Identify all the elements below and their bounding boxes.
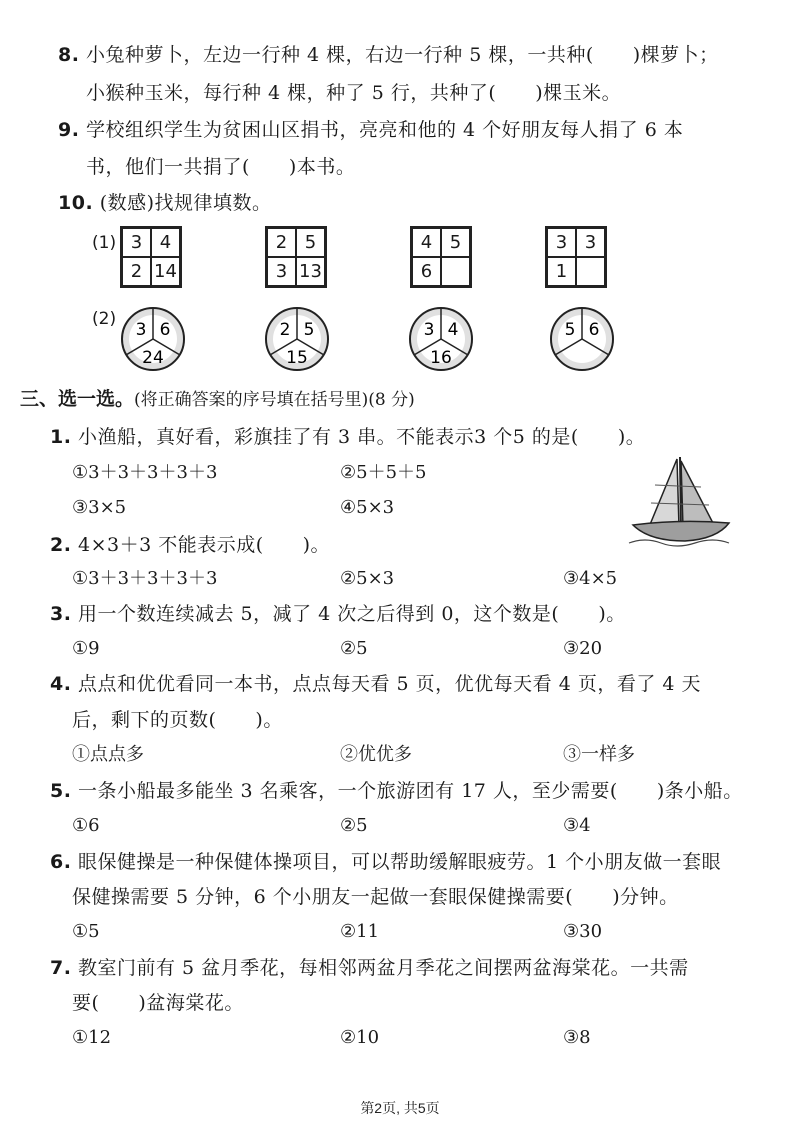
number-grid-2 xyxy=(265,226,327,288)
option-item[interactable]: ③4×5 xyxy=(563,568,618,589)
question-number: 5. xyxy=(50,780,72,802)
question-text: 书，他们一共捐了( )本书。 xyxy=(86,156,356,178)
question-text: 保健操需要 5 分钟，6 个小朋友一起做一套眼保健操需要( )分钟。 xyxy=(72,886,679,908)
circle-value-right: 6 xyxy=(588,320,600,340)
grid-cell-blank[interactable] xyxy=(576,257,605,286)
option-item[interactable]: ③4 xyxy=(563,815,591,836)
part-2-label: (2) xyxy=(92,309,117,329)
grid-cell: 4 xyxy=(151,228,180,257)
option-item[interactable]: ②优优多 xyxy=(340,744,412,765)
section-instructions: (将正确答案的序号填在括号里)(8 分) xyxy=(134,390,415,410)
option-item[interactable]: ②5 xyxy=(340,815,368,836)
option-item[interactable]: ①5 xyxy=(72,921,100,942)
number-grid-4 xyxy=(545,226,607,288)
grid-cell: 3 xyxy=(122,228,151,257)
part-1-label: (1) xyxy=(92,233,117,253)
option-item[interactable]: ③20 xyxy=(563,638,603,659)
grid-cell: 5 xyxy=(296,228,325,257)
number-circle-2 xyxy=(264,306,330,372)
choice-question-6-line-2 xyxy=(72,884,679,910)
option-item[interactable]: ①3＋3＋3＋3＋3 xyxy=(72,462,218,483)
question-number: 1. xyxy=(50,426,72,448)
circle-value-left: 3 xyxy=(423,320,435,340)
grid-cell: 14 xyxy=(151,257,180,286)
grid-cell: 13 xyxy=(296,257,325,286)
question-number: 6. xyxy=(50,851,72,873)
circle-value-right: 4 xyxy=(447,320,459,340)
question-9-line-2 xyxy=(86,154,355,180)
circle-value-left: 5 xyxy=(564,320,576,340)
choice-question-5-line xyxy=(50,778,743,804)
question-number: 8. xyxy=(58,44,80,66)
option-item[interactable]: ③30 xyxy=(563,921,603,942)
number-circle-3 xyxy=(408,306,474,372)
option-item[interactable]: ①点点多 xyxy=(72,744,144,765)
option-item[interactable]: ③3×5 xyxy=(72,497,127,518)
number-circle-4 xyxy=(549,306,615,372)
choice-question-1-line xyxy=(50,424,645,450)
question-text: 一条小船最多能坐 3 名乘客，一个旅游团有 17 人，至少需要( )条小船。 xyxy=(78,780,743,802)
option-item[interactable]: ①12 xyxy=(72,1027,112,1048)
question-number: 7. xyxy=(50,957,72,979)
question-9-line-1 xyxy=(58,117,683,143)
circle-value-bottom: 15 xyxy=(286,348,308,368)
option-item[interactable]: ②5 xyxy=(340,638,368,659)
question-text: 后，剩下的页数( )。 xyxy=(72,709,283,731)
choice-question-6-line-1 xyxy=(50,849,721,875)
circle-value-bottom: 24 xyxy=(142,348,164,368)
option-item[interactable]: ③一样多 xyxy=(563,744,635,765)
question-text: 小兔种萝卜，左边一行种 4 棵，右边一行种 5 棵，一共种( )棵萝卜； xyxy=(86,44,719,66)
page-footer: 第2页, 共5页 xyxy=(360,1100,440,1116)
option-item[interactable]: ②10 xyxy=(340,1027,380,1048)
option-item[interactable]: ②5×3 xyxy=(340,568,395,589)
option-item[interactable]: ①3＋3＋3＋3＋3 xyxy=(72,568,218,589)
grid-cell: 3 xyxy=(576,228,605,257)
grid-cell: 2 xyxy=(122,257,151,286)
sailboat-illustration-icon xyxy=(625,455,735,550)
choice-question-7-line-2 xyxy=(72,990,244,1016)
question-text: 小猴种玉米，每行种 4 棵，种了 5 行，共种了( )棵玉米。 xyxy=(86,82,622,104)
circle-value-right: 6 xyxy=(159,320,171,340)
question-text: 用一个数连续减去 5，减了 4 次之后得到 0，这个数是( )。 xyxy=(78,603,626,625)
question-text: 教室门前有 5 盆月季花，每相邻两盆月季花之间摆两盆海棠花。一共需 xyxy=(78,957,689,979)
number-grid-1 xyxy=(120,226,182,288)
grid-cell: 1 xyxy=(547,257,576,286)
question-text: 要( )盆海棠花。 xyxy=(72,992,244,1014)
number-circle-1 xyxy=(120,306,186,372)
question-8-line-1 xyxy=(58,42,719,68)
number-grid-3 xyxy=(410,226,472,288)
option-item[interactable]: ②11 xyxy=(340,921,380,942)
grid-cell: 2 xyxy=(267,228,296,257)
option-item[interactable]: ③8 xyxy=(563,1027,591,1048)
grid-cell: 4 xyxy=(412,228,441,257)
question-number: 9. xyxy=(58,119,80,141)
circle-value-left: 2 xyxy=(279,320,291,340)
question-number: 2. xyxy=(50,534,72,556)
question-10-line xyxy=(58,190,272,216)
question-text: 点点和优优看同一本书，点点每天看 5 页，优优每天看 4 页，看了 4 天 xyxy=(78,673,702,695)
grid-cell: 3 xyxy=(267,257,296,286)
section-3-heading xyxy=(20,386,415,413)
question-text: 4×3＋3 不能表示成( )。 xyxy=(78,534,331,556)
grid-cell-blank[interactable] xyxy=(441,257,470,286)
option-item[interactable]: ④5×3 xyxy=(340,497,395,518)
question-number: 10. xyxy=(58,192,94,214)
choice-question-7-line-1 xyxy=(50,955,689,981)
question-text: (数感)找规律填数。 xyxy=(99,192,272,214)
question-text: 小渔船，真好看，彩旗挂了有 3 串。不能表示3 个5 的是( )。 xyxy=(78,426,646,448)
section-title: 三、选一选。 xyxy=(20,388,135,410)
circle-value-left: 3 xyxy=(135,320,147,340)
question-text: 学校组织学生为贫困山区捐书，亮亮和他的 4 个好朋友每人捐了 6 本 xyxy=(86,119,684,141)
choice-question-4-line-1 xyxy=(50,671,701,697)
choice-question-4-line-2 xyxy=(72,707,283,733)
question-number: 3. xyxy=(50,603,72,625)
grid-cell: 5 xyxy=(441,228,470,257)
grid-cell: 3 xyxy=(547,228,576,257)
option-item[interactable]: ①9 xyxy=(72,638,100,659)
circle-value-right: 5 xyxy=(303,320,315,340)
option-item[interactable]: ①6 xyxy=(72,815,100,836)
question-number: 4. xyxy=(50,673,72,695)
choice-question-2-line xyxy=(50,532,330,558)
option-item[interactable]: ②5＋5＋5 xyxy=(340,462,427,483)
circle-value-bottom: 16 xyxy=(430,348,452,368)
choice-question-3-line xyxy=(50,601,626,627)
grid-cell: 6 xyxy=(412,257,441,286)
question-text: 眼保健操是一种保健体操项目，可以帮助缓解眼疲劳。1 个小朋友做一套眼 xyxy=(78,851,722,873)
question-8-line-2 xyxy=(86,80,621,106)
